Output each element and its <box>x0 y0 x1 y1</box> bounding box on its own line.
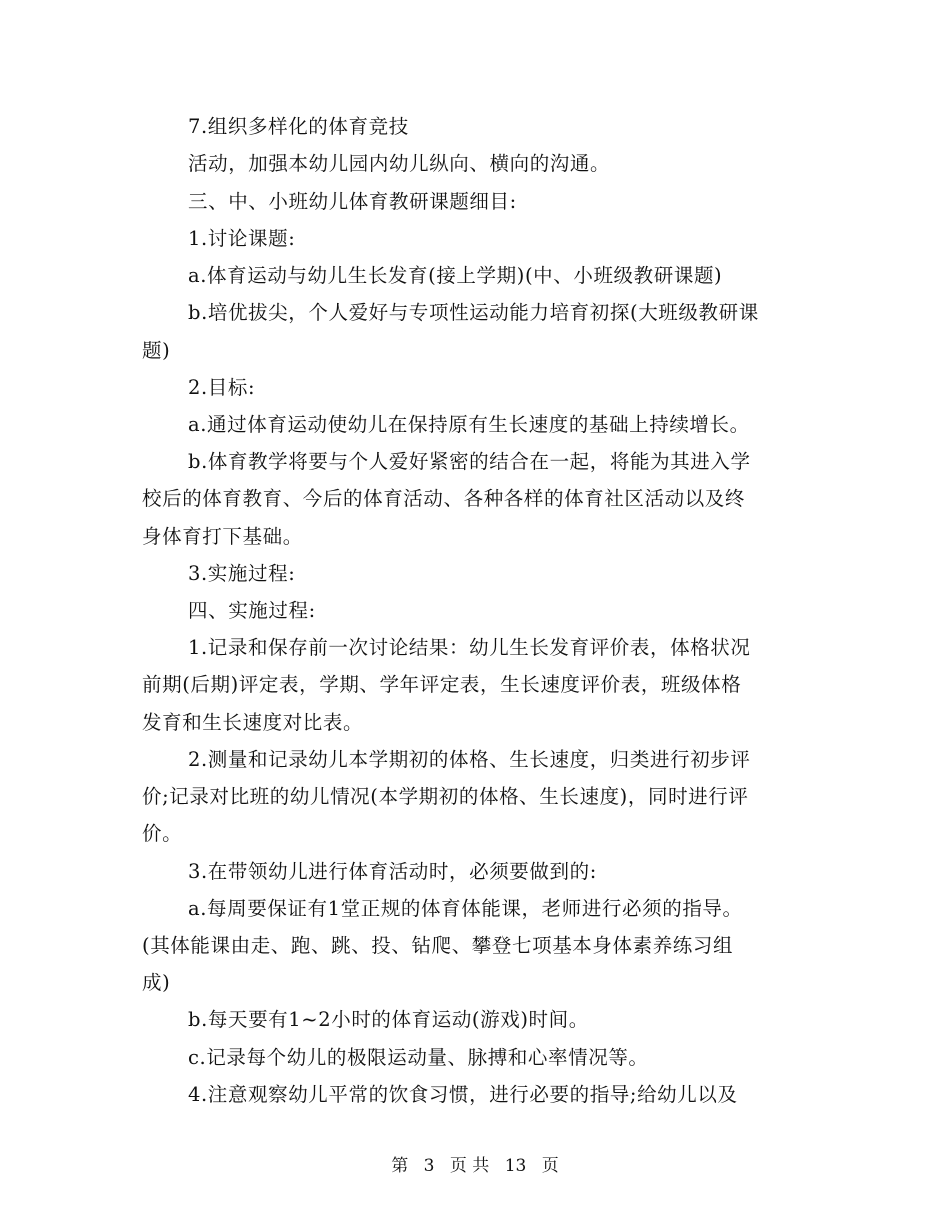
text-line: b.每天要有1~2小时的体育运动(游戏)时间。 <box>188 1008 589 1031</box>
text-line: 3.在带领幼儿进行体育活动时，必须要做到的: <box>188 860 597 883</box>
footer-suffix: 页 <box>541 1156 559 1176</box>
text-line: 价。 <box>142 822 183 845</box>
text-line: a.体育运动与幼儿生长发育(接上学期)(中、小班级教研课题) <box>188 264 723 287</box>
text-line: 题) <box>142 339 171 362</box>
text-line: 价;记录对比班的幼儿情况(本学期初的体格、生长速度)，同时进行评 <box>142 785 749 808</box>
text-line: b.培优拔尖，个人爱好与专项性运动能力培育初探(大班级教研课 <box>188 301 759 324</box>
footer-middle: 页 共 <box>449 1156 490 1176</box>
text-line: (其体能课由走、跑、跳、投、钻爬、攀登七项基本身体素养练习组 <box>142 934 734 957</box>
text-line: 2.目标: <box>188 376 256 399</box>
text-line: 前期(后期)评定表，学期、学年评定表，生长速度评价表，班级体格 <box>142 673 742 696</box>
page-number: 3 <box>423 1156 435 1176</box>
text-line: 身体育打下基础。 <box>142 525 303 548</box>
page-footer <box>0 1155 950 1177</box>
total-pages: 13 <box>504 1156 527 1176</box>
text-line: 4.注意观察幼儿平常的饮食习惯，进行必要的指导;给幼儿以及 <box>188 1083 738 1106</box>
text-line: 发育和生长速度对比表。 <box>142 711 364 734</box>
text-line: 成) <box>142 971 171 994</box>
footer-prefix: 第 <box>391 1156 409 1176</box>
text-line: 3.实施过程: <box>188 562 296 585</box>
text-line: 1.记录和保存前一次讨论结果：幼儿生长发育评价表，体格状况 <box>188 636 751 659</box>
section-heading: 三、中、小班幼儿体育教研课题细目: <box>188 190 517 213</box>
section-heading: 四、实施过程: <box>188 599 316 622</box>
text-line: 1.讨论课题: <box>188 227 296 250</box>
text-line: b.体育教学将要与个人爱好紧密的结合在一起，将能为其进入学 <box>188 450 751 473</box>
text-line: 7.组织多样化的体育竞技 <box>188 115 409 138</box>
text-line: c.记录每个幼儿的极限运动量、脉搏和心率情况等。 <box>188 1046 649 1069</box>
text-line: a.通过体育运动使幼儿在保持原有生长速度的基础上持续增长。 <box>188 413 750 436</box>
text-line: a.每周要保证有1堂正规的体育体能课，老师进行必须的指导。 <box>188 897 743 920</box>
text-line: 2.测量和记录幼儿本学期初的体格、生长速度，归类进行初步评 <box>188 748 751 771</box>
text-line: 活动，加强本幼儿园内幼儿纵向、横向的沟通。 <box>188 152 611 175</box>
text-line: 校后的体育教育、今后的体育活动、各种各样的体育社区活动以及终 <box>142 487 746 510</box>
